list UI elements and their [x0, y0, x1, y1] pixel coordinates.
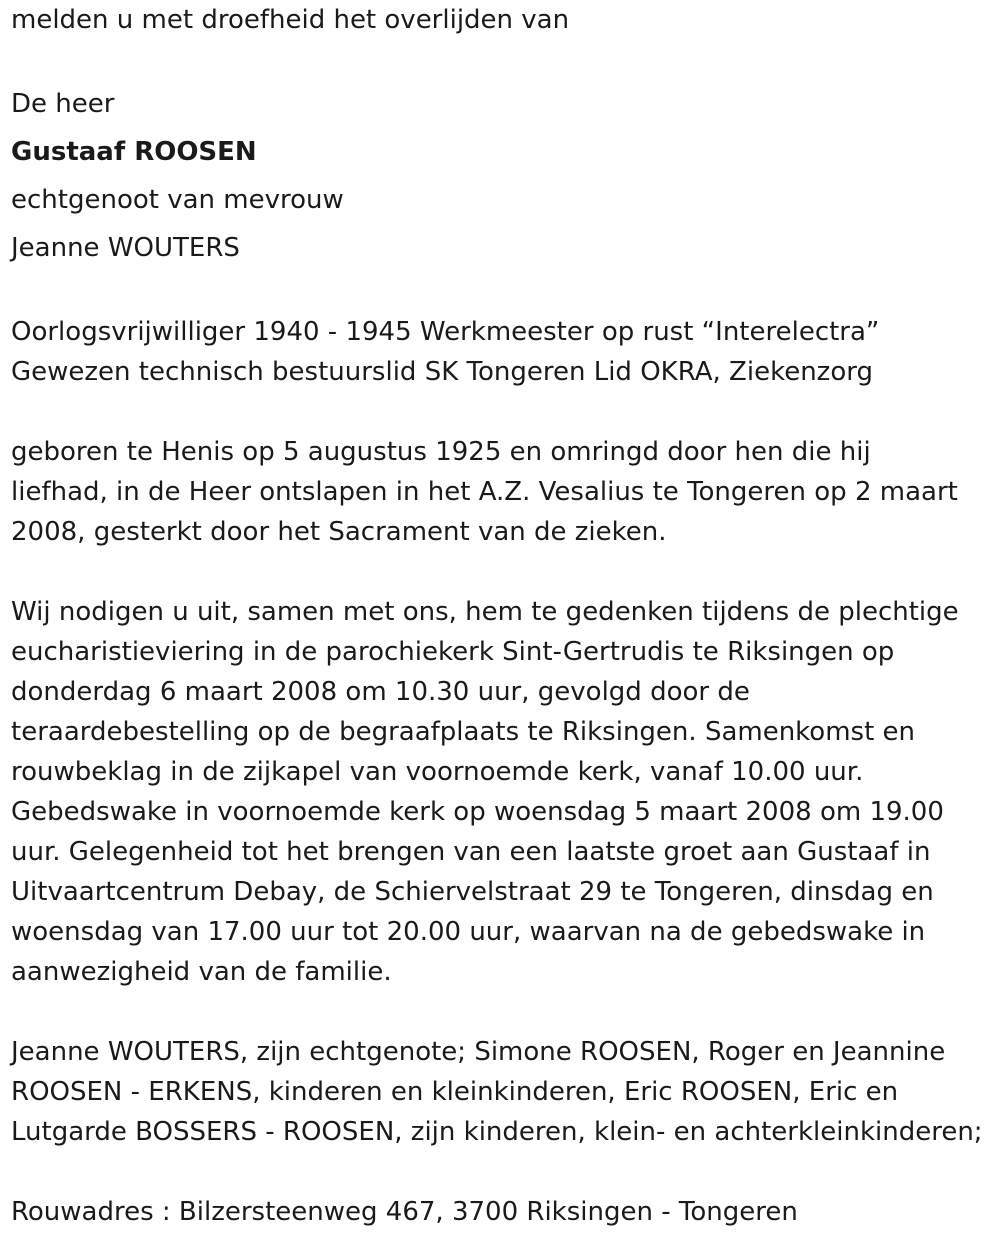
invitation-line: woensdag van 17.00 uur tot 20.00 uur, waarvan na de gebedswake in: [11, 917, 926, 947]
spacer: [11, 552, 993, 592]
invitation-line: Wij nodigen u uit, samen met ons, hem te gedenken tijdens de plechtige: [11, 597, 959, 627]
birth-death-line: 2008, gesterkt door het Sacrament van de zieken.: [11, 517, 667, 547]
mourning-address: Rouwadres : Bilzersteenweg 467, 3700 Riksingen - Tongeren: [11, 1197, 798, 1227]
biography-line: Oorlogsvrijwilliger 1940 - 1945 Werkmeester op rust “Interelectra”: [11, 317, 880, 347]
intro-text: melden u met droefheid het overlijden van: [11, 5, 570, 35]
spacer: [11, 1152, 993, 1192]
spouse-label: echtgenoot van mevrouw: [11, 185, 344, 215]
invitation-line: rouwbeklag in de zijkapel van voornoemde kerk, vanaf 10.00 uur.: [11, 757, 864, 787]
spacer: [11, 272, 993, 312]
invitation-line: eucharistieviering in de parochiekerk Sint-Gertrudis te Riksingen op: [11, 637, 895, 667]
birth-death-paragraph: [11, 432, 993, 552]
birth-death-line: liefhad, in de Heer ontslapen in het A.Z. Vesalius te Tongeren op 2 maart: [11, 477, 958, 507]
spacer: [11, 40, 993, 80]
invitation-line: Gebedswake in voornoemde kerk op woensdag 5 maart 2008 om 19.00: [11, 797, 944, 827]
invitation-line: uur. Gelegenheid tot het brengen van een laatste groet aan Gustaaf in: [11, 837, 931, 867]
spacer: [11, 392, 993, 432]
invitation-line: donderdag 6 maart 2008 om 10.30 uur, gevolgd door de: [11, 677, 750, 707]
birth-death-line: geboren te Henis op 5 augustus 1925 en omringd door hen die hij: [11, 437, 871, 467]
family-line: Jeanne WOUTERS, zijn echtgenote; Simone ROOSEN, Roger en Jeannine: [11, 1037, 946, 1067]
invitation-line: aanwezigheid van de familie.: [11, 957, 392, 987]
invitation-line: teraardebestelling op de begraafplaats te Riksingen. Samenkomst en: [11, 717, 916, 747]
family-paragraph: [11, 1032, 993, 1152]
family-line: Lutgarde BOSSERS - ROOSEN, zijn kinderen, klein- en achterkleinkinderen;: [11, 1117, 983, 1147]
biography-paragraph: [11, 312, 993, 392]
family-line: ROOSEN - ERKENS, kinderen en kleinkinderen, Eric ROOSEN, Eric en: [11, 1077, 899, 1107]
spacer: [11, 992, 993, 1032]
biography-line: Gewezen technisch bestuurslid SK Tongeren Lid OKRA, Ziekenzorg: [11, 357, 873, 387]
invitation-line: Uitvaartcentrum Debay, de Schiervelstraat 29 te Tongeren, dinsdag en: [11, 877, 934, 907]
obituary-document: [11, 0, 993, 1232]
salutation: De heer: [11, 89, 115, 119]
invitation-paragraph: [11, 592, 993, 992]
deceased-name: Gustaaf ROOSEN: [11, 137, 257, 167]
spouse-name: Jeanne WOUTERS: [11, 233, 240, 263]
